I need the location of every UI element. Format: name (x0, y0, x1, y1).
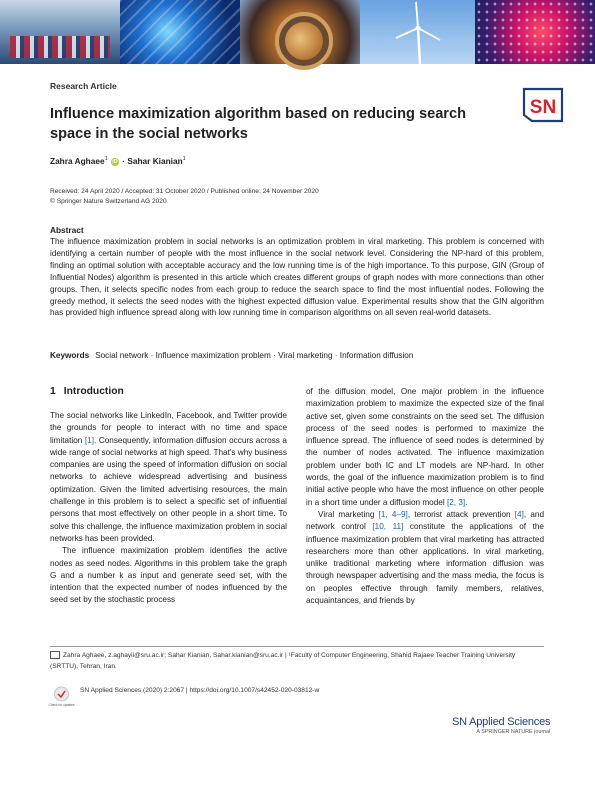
logo-text: SN (529, 97, 557, 118)
paragraph (306, 509, 544, 607)
wind-turbine-icon (360, 0, 475, 64)
citation-link[interactable]: [2, 3] (446, 497, 466, 507)
author-affiliation-mark: 1 (104, 156, 108, 163)
paragraph-text: Viral marketing (318, 509, 379, 519)
keywords-list: Social network · Influence maximization problem · Viral marketing · Information diffusion (95, 351, 414, 360)
keywords-label: Keywords (50, 351, 90, 360)
citation-link[interactable]: [1, 4–9] (378, 509, 408, 519)
author-name: Zahra Aghaee (50, 156, 105, 166)
citation-link[interactable]: [1] (84, 435, 94, 445)
paragraph (50, 410, 287, 545)
keywords (50, 351, 413, 360)
abstract-text: The influence maximization problem in social networks is an optimization problem in viral marketing. This problem is concerned with identifying a certain number of people with the most influence in the social network level. Considering the NP-hard of this problem, finding an optimal solution with acceptable accuracy and the low running time is of the high importance. To this purpose, GIN (Group of Influential Nodes) algorithm is presented in this article which creates different groups of graph nodes with more connections than other groups. Then, it selects specific nodes from each group to reduce the search space to find the most influential nodes. Following the greedy method, it selects the seed nodes with the highest expected diffusion value. Experimental results show that the GIN algorithm has provided high influence spread along with low running time in comparison algorithms on all seven real-world datasets. (50, 237, 544, 318)
paragraph: The influence maximization problem identifies the active nodes as seed nodes. Algorithms in this problem take the graph G and a number k as input and generate seed set, with the intention that the expected number of nodes influenced by the seed set by the stochastic process (50, 546, 287, 605)
section-number: 1 (50, 386, 56, 397)
header-banner (0, 0, 595, 64)
received-dates: Received: 24 April 2020 / Accepted: 31 October 2020 / Published online: 24 November 2020 (50, 188, 319, 195)
banner-image-satellite (0, 0, 120, 64)
author-separator: · (122, 156, 126, 166)
section-title: Introduction (63, 386, 124, 397)
banner-image-light-trails (120, 0, 240, 64)
banner-image-machinery (240, 0, 360, 64)
paragraph-text: . Consequently, information diffusion occurs across a wide range of social networks at high speed. That's why business companies are using the speed of information diffusion on social networks to achieve widespread advertising and business optimization. Given the limited advertising resources, the main challenge in this problem is to select a specific set of influential persons that most effectively on other people in a short time. To solve this challenge, the influence maximization problem in social networks has been provided. (50, 435, 287, 543)
check-for-updates-icon (50, 685, 73, 708)
banner-image-molecules (475, 0, 595, 64)
citation-link[interactable]: [10, 11] (372, 522, 404, 532)
paragraph-text: constitute the applications of the influence maximization problem that viral marketing has attracted researchers more than other applications. In viral marketing, unlike traditional marketing where information diffusion was through newspaper advertising and the mass media, the focus is on peoples effective through family members, relatives, acquaintances, and friends by (306, 522, 544, 606)
paragraph (306, 386, 544, 509)
body-column-left (50, 410, 287, 607)
paragraph-text: . (465, 497, 468, 507)
crossmark-label: Check for updates (48, 703, 75, 707)
journal-brand (452, 716, 550, 735)
paragraph-text: , terrorist attack prevention (407, 509, 515, 519)
author-list (50, 156, 186, 166)
author-name: Sahar Kianian (127, 156, 183, 166)
journal-logo (522, 85, 566, 125)
footnote (50, 651, 544, 672)
footnote-text: Zahra Aghaee, z.aghayii@sru.ac.ir; Sahar Kianian, Sahar.kianian@sru.ac.ir | ¹Faculty of Computer Engineering, Shahid Rajaee Teacher Training University (SRTTU), Tehran, Iran. (50, 652, 516, 670)
brand-publisher: A SPRINGER NATURE journal (476, 729, 551, 735)
copyright-line: © Springer Nature Switzerland AG 2020 (50, 198, 167, 205)
paragraph-text: of the diffusion model, One major problem in the influence maximization problem to maximize the expected size of the final active set, given some constraints on the seed set. The diffusion process of the seed nodes is performed to maximize the influence spread. The influence of seed nodes is determined by the number of nodes activated. The influence maximization problem under both IC and LT models are NP-hard. In other words, the goal of the influence maximization problem is to find initial active people who have the most influence on other people in a short time under a diffusion model (306, 387, 544, 507)
section-heading (50, 386, 124, 397)
footnote-divider (50, 646, 544, 647)
body-column-right (306, 386, 544, 607)
paragraph-text: The social networks like LinkedIn, Facebook, and Twitter provide the grounds for people to interact with no time and space limitation (50, 411, 287, 445)
article-type: Research Article (50, 81, 117, 91)
journal-citation: SN Applied Sciences (2020) 2:2067 | https://doi.org/10.1007/s42452-020-03812-w (80, 687, 320, 694)
publication-dates (50, 187, 319, 207)
orcid-icon[interactable]: iD (112, 158, 118, 165)
author-affiliation-mark: 1 (182, 156, 186, 163)
citation-link[interactable]: [4] (514, 509, 524, 519)
mail-icon (50, 651, 60, 659)
abstract-heading: Abstract (50, 225, 84, 235)
brand-name: SN Applied Sciences (452, 716, 551, 728)
crossmark-badge[interactable] (50, 685, 73, 708)
paragraph-text: , and network control (306, 509, 544, 532)
banner-image-wind-turbine (360, 0, 475, 64)
paper-title: Influence maximization algorithm based on reducing search space in the social networks (50, 106, 467, 142)
